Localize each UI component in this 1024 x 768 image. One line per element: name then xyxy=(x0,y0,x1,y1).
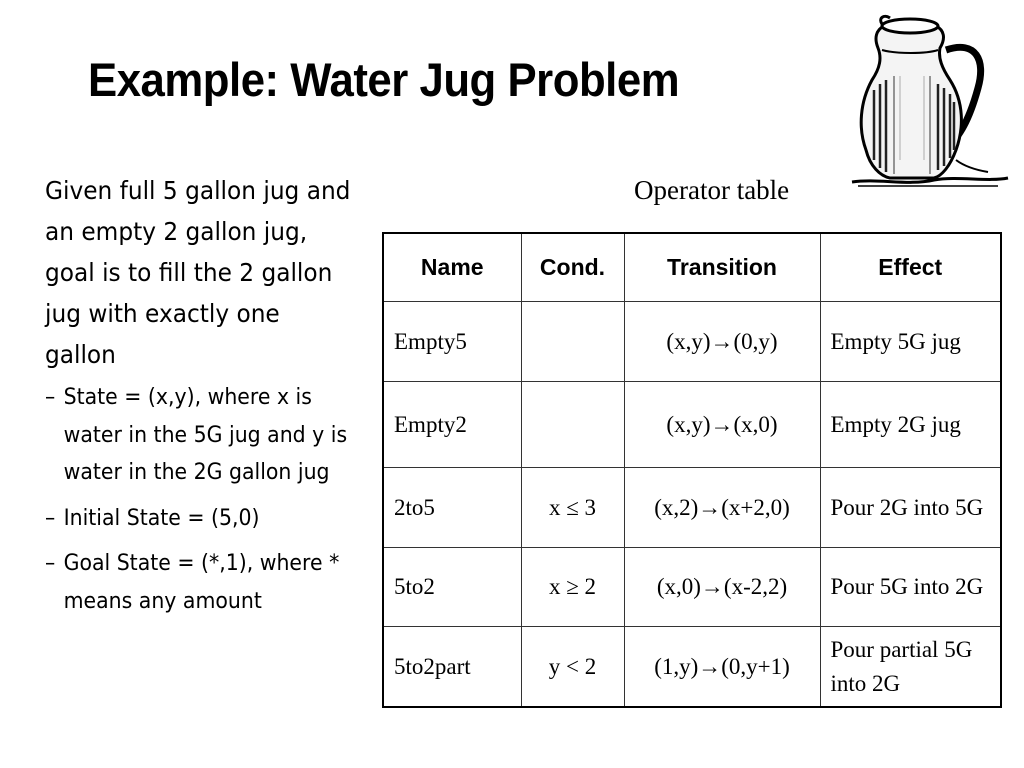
cell-transition: (x,0)→(x-2,2) xyxy=(624,548,820,627)
body-text xyxy=(45,170,352,628)
table-row xyxy=(383,627,1001,708)
table-row xyxy=(383,548,1001,627)
cell-name: 2to5 xyxy=(383,468,521,548)
bullet-marker: – xyxy=(45,385,56,410)
header-transition: Transition xyxy=(624,233,820,302)
cell-name: 5to2 xyxy=(383,548,521,627)
bullet-goal-state xyxy=(45,545,352,620)
table-row xyxy=(383,302,1001,382)
operator-table-caption: Operator table xyxy=(634,175,790,205)
cell-cond: y < 2 xyxy=(521,627,624,708)
cell-effect: Empty 2G jug xyxy=(820,382,1001,468)
intro-paragraph: Given full 5 gallon jug and an empty 2 gallon jug, goal is to fill the 2 gallon jug with exactly one gallon xyxy=(45,176,351,369)
bullet-list xyxy=(45,379,352,620)
bullet-state xyxy=(45,379,352,492)
bullet-marker: – xyxy=(45,551,56,576)
operator-table xyxy=(382,232,1002,708)
slide-title: Example: Water Jug Problem xyxy=(88,53,680,106)
cell-cond xyxy=(521,382,624,468)
cell-transition: (x,2)→(x+2,0) xyxy=(624,468,820,548)
cell-transition: (1,y)→(0,y+1) xyxy=(624,627,820,708)
cell-name: Empty5 xyxy=(383,302,521,382)
cell-effect: Pour 2G into 5G xyxy=(820,468,1001,548)
cell-effect: Pour 5G into 2G xyxy=(820,548,1001,627)
cell-cond xyxy=(521,302,624,382)
bullet-initial-state xyxy=(45,500,352,538)
water-jug-icon xyxy=(838,10,1020,188)
bullet-text: Initial State = (5,0) xyxy=(63,505,260,531)
table-row xyxy=(383,382,1001,468)
cell-name: Empty2 xyxy=(383,382,521,468)
table-header-row xyxy=(383,233,1001,302)
bullet-marker: – xyxy=(45,505,56,531)
header-effect: Effect xyxy=(820,233,1001,302)
header-name: Name xyxy=(383,233,521,302)
header-cond: Cond. xyxy=(521,233,624,302)
cell-cond: x ≥ 2 xyxy=(521,548,624,627)
table-row xyxy=(383,468,1001,548)
cell-transition: (x,y)→(x,0) xyxy=(624,382,820,468)
cell-effect: Pour partial 5G into 2G xyxy=(820,627,1001,708)
cell-name: 5to2part xyxy=(383,627,521,708)
bullet-text: State = (x,y), where x is water in the 5G jug and y is water in the 2G gallon jug xyxy=(63,385,348,485)
bullet-text: Goal State = (*,1), where * means any amount xyxy=(63,551,340,614)
cell-cond: x ≤ 3 xyxy=(521,468,624,548)
cell-transition: (x,y)→(0,y) xyxy=(624,302,820,382)
cell-effect: Empty 5G jug xyxy=(820,302,1001,382)
